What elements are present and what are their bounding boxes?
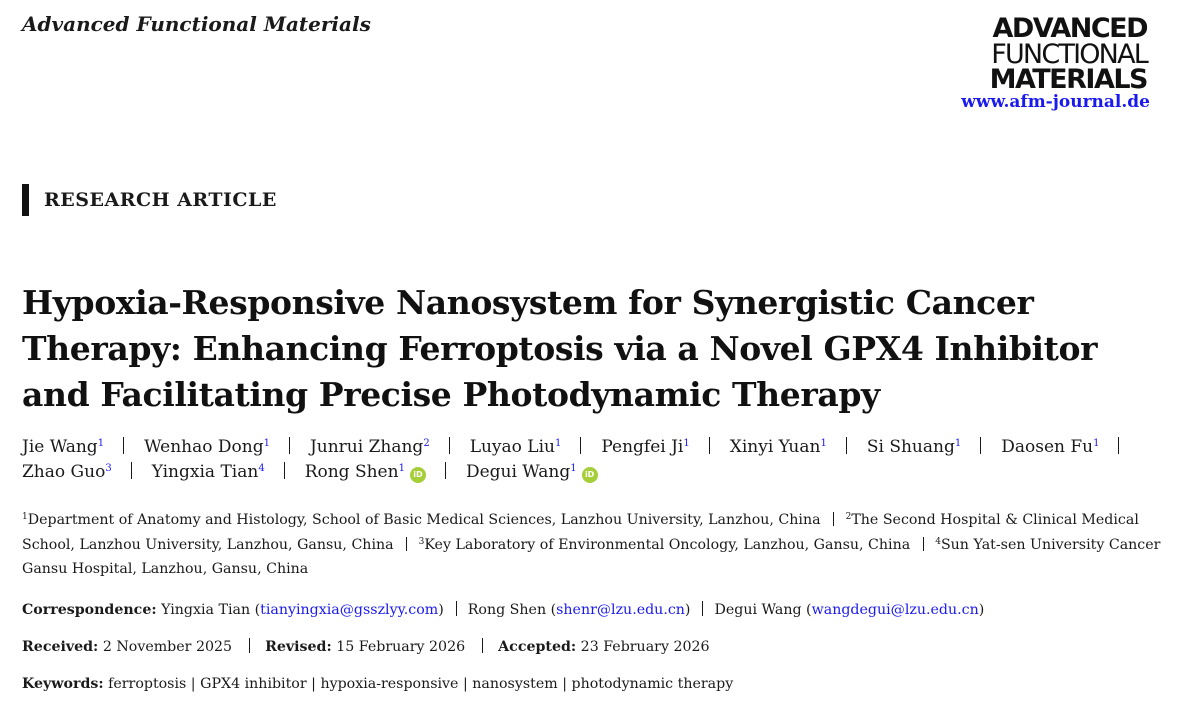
- author-divider: [289, 437, 290, 454]
- divider: [456, 601, 457, 616]
- author-list: [22, 435, 1182, 485]
- author-affiliation-number[interactable]: 2: [423, 438, 430, 449]
- author-name[interactable]: Yingxia Tian: [151, 462, 259, 482]
- keyword: nanosystem: [472, 676, 558, 692]
- author-name[interactable]: Degui Wang: [465, 462, 571, 482]
- received-date: 2 November 2025: [102, 639, 233, 655]
- logo-line-2: FUNCTIONAL: [991, 38, 1147, 70]
- logo-line-1: ADVANCED: [992, 13, 1147, 44]
- divider: [702, 601, 703, 616]
- affiliation-number: 3: [418, 536, 425, 547]
- author[interactable]: [470, 435, 562, 460]
- keyword: ferroptosis: [108, 676, 187, 692]
- correspondence-line: Correspondence: Yingxia Tian (tianyingxia@gsszlyy.com) Rong Shen (shenr@lzu.edu.cn) Degui Wang (wangdegui@lzu.edu.cn): [22, 602, 985, 618]
- author-divider: [449, 437, 450, 454]
- affiliation-item: [22, 512, 821, 528]
- correspondent-name: Rong Shen: [467, 602, 547, 618]
- correspondent-name: Degui Wang: [714, 602, 802, 618]
- author-affiliation-number[interactable]: 1: [570, 463, 577, 474]
- author-affiliation-number[interactable]: 3: [105, 463, 112, 474]
- author-name[interactable]: Daosen Fu: [1001, 437, 1094, 457]
- correspondent-email-link[interactable]: tianyingxia@gsszlyy.com: [260, 602, 439, 618]
- author-affiliation-number[interactable]: 4: [258, 463, 265, 474]
- author-name[interactable]: Xinyi Yuan: [729, 437, 821, 457]
- affiliation-divider: [923, 537, 924, 551]
- journal-logo: [977, 13, 1147, 96]
- author-divider: [445, 462, 446, 479]
- author-affiliation-number[interactable]: 1: [1093, 438, 1100, 449]
- affiliation-number: 1: [22, 512, 28, 522]
- author-affiliation-number[interactable]: 1: [554, 438, 562, 449]
- author[interactable]: [152, 460, 265, 485]
- accepted-date: 23 February 2026: [580, 639, 710, 655]
- author-name[interactable]: Rong Shen: [304, 462, 399, 482]
- affiliation-text: The Second Hospital & Clinical Medical School, Lanzhou University, Lanzhou, Gansu, China: [22, 512, 1139, 553]
- affiliation-divider: [406, 537, 407, 551]
- divider: [249, 638, 250, 653]
- author[interactable]: [867, 435, 961, 460]
- author-divider: [1118, 437, 1119, 454]
- affiliation-divider: [833, 512, 834, 526]
- author-divider: [123, 437, 124, 454]
- article-type-banner: [22, 184, 277, 216]
- affiliation-text: Key Laboratory of Environmental Oncology, Lanzhou, Gansu, China: [424, 536, 911, 553]
- orcid-icon[interactable]: iD: [410, 467, 426, 483]
- author-affiliation-number[interactable]: 1: [97, 438, 105, 449]
- author-name[interactable]: Pengfei Ji: [601, 437, 684, 457]
- keywords-label: Keywords:: [22, 676, 104, 692]
- author-name[interactable]: Wenhao Dong: [144, 437, 264, 457]
- journal-name: Advanced Functional Materials: [22, 12, 371, 36]
- author[interactable]: [144, 435, 270, 460]
- author-affiliation-number[interactable]: 1: [820, 438, 827, 449]
- affiliation-number: 2: [845, 512, 852, 522]
- author[interactable]: [466, 460, 598, 485]
- author-divider: [131, 462, 132, 479]
- revised-label: Revised:: [265, 639, 332, 655]
- correspondent-name: Yingxia Tian: [161, 602, 251, 618]
- correspondent-email-link[interactable]: wangdegui@lzu.edu.cn: [811, 602, 979, 618]
- author-name[interactable]: Junrui Zhang: [309, 437, 424, 457]
- author-divider: [980, 437, 981, 454]
- divider: [482, 638, 483, 653]
- author-affiliation-number[interactable]: 1: [263, 438, 270, 449]
- journal-url-link[interactable]: www.afm-journal.de: [961, 92, 1150, 112]
- author[interactable]: [305, 460, 426, 485]
- author-divider: [846, 437, 847, 454]
- revised-date: 15 February 2026: [336, 639, 466, 655]
- author-divider: [709, 437, 710, 454]
- correspondence-label: Correspondence:: [22, 602, 157, 618]
- article-type-bar: [22, 184, 29, 216]
- author[interactable]: [730, 435, 827, 460]
- author-affiliation-number[interactable]: 1: [683, 438, 690, 449]
- author-affiliation-number[interactable]: 1: [954, 438, 962, 449]
- author-affiliation-number[interactable]: 1: [398, 463, 405, 474]
- affiliation-list: [22, 508, 1182, 582]
- keyword: GPX4 inhibitor: [200, 676, 307, 692]
- author-divider: [580, 437, 581, 454]
- logo-line-3: MATERIALS: [989, 64, 1147, 96]
- author[interactable]: [601, 435, 689, 460]
- keywords-line: Keywords: ferroptosis | GPX4 inhibitor | hypoxia-responsive | nanosystem | photodynamic therapy: [22, 676, 734, 692]
- received-label: Received:: [22, 639, 99, 655]
- orcid-icon[interactable]: iD: [582, 467, 598, 483]
- article-title: Hypoxia-Responsive Nanosystem for Synergistic Cancer Therapy: Enhancing Ferroptosis via a Novel GPX4 Inhibitor and Facilitating Precise Photodynamic Therapy: [22, 283, 1098, 414]
- affiliation-text: Department of Anatomy and Histology, School of Basic Medical Sciences, Lanzhou University, Lanzhou, China: [27, 512, 821, 528]
- affiliation-text: Sun Yat-sen University Cancer Gansu Hospital, Lanzhou, Gansu, China: [22, 536, 1161, 577]
- correspondent-email-link[interactable]: shenr@lzu.edu.cn: [556, 602, 685, 618]
- article-type-label: RESEARCH ARTICLE: [44, 189, 277, 211]
- author-name[interactable]: Zhao Guo: [22, 462, 106, 482]
- author-name[interactable]: Luyao Liu: [469, 437, 555, 457]
- author[interactable]: [22, 435, 104, 460]
- author-divider: [284, 462, 285, 479]
- affiliation-number: 4: [935, 536, 941, 547]
- author-name[interactable]: Si Shuang: [866, 437, 955, 457]
- author[interactable]: [22, 460, 112, 485]
- author-name[interactable]: Jie Wang: [22, 437, 98, 457]
- keyword: hypoxia-responsive: [320, 676, 459, 692]
- author[interactable]: [310, 435, 430, 460]
- accepted-label: Accepted:: [498, 639, 577, 655]
- keyword: photodynamic therapy: [571, 676, 734, 692]
- dates-line: [22, 638, 710, 655]
- author[interactable]: [1001, 435, 1099, 460]
- affiliation-item: [419, 537, 911, 553]
